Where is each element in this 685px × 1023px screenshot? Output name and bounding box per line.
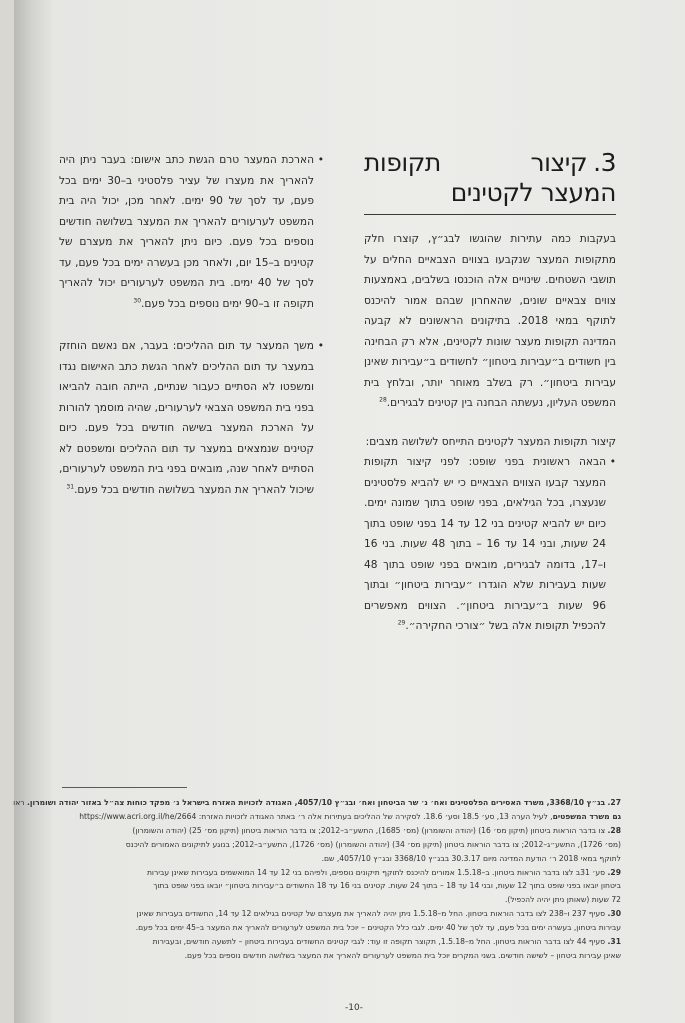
footnote-text: 72 שעות (שאותן ניתן יהיה להכפיל).	[504, 895, 621, 905]
footnote-citation: בג״ץ 3368/10, משרד האסירים הפלסטינים ואח׳ נ׳ שר הביטחון ואח׳ ובג״ץ 4057/10, האגודה לזכויות האזרח בישראל נ׳ מפקד כוחות צה״ל באזור יהודה ושומרון.	[27, 798, 606, 807]
footnote-text: עבירות ביטחון, בעשרה ימים בכל פעם, עד לסך של 40 ימים. לגבי כלל הקטינים – יוכל בית המשפט לערעורים להאריך את המעצר ב–45 ימים בכל פעם.	[135, 923, 621, 933]
left-column	[59, 150, 324, 522]
footnote-mark: 29	[397, 619, 406, 627]
footnote-text: סעיף 237 ו–238 לצו בדבר הוראות ביטחון. החל מ–1.5.18 ניתן יהיה להאריך את מעצרם של קטינים בגילאים 12 עד 14, החשודים בעבירות שאינן	[136, 909, 606, 919]
footnote-mark: 30	[133, 296, 142, 304]
footnote-line	[56, 810, 621, 823]
footnote-divider	[62, 787, 187, 788]
footnote-text: ביטחון יובאו בפני שופט בתוך 12 שעות, ובני 14 עד 18 – בתוך 24 שעות. קטינים בני 16 עד 18 החשודים ב״עבירות ביטחון״ יובאו בפני שופט בתוך	[153, 881, 621, 891]
footnote-line	[56, 838, 621, 851]
footnotes	[13, 796, 621, 963]
states-paragraph: קיצור תקופות המעצר לקטינים התייחס לשלושה מצבים:	[365, 435, 616, 448]
footnote-line	[56, 852, 621, 865]
bullet-list-right	[364, 452, 616, 637]
footnote-mark: 28	[379, 396, 387, 404]
footnote-text: (מס׳ 1726), התשע״ג–2012; צו בדבר הוראות ביטחון (תיקון מס׳ 34) (יהודה והשומרון) (מס׳ 1726), התשע״ב–2012; בנוגע לתיקונים האמורים להיכנס	[125, 839, 621, 849]
footnote-text: לתוקף במאי 2018 ר׳ הודעת המדינה מיום 30.3.17 בבג״ץ 3368/10 ובג״ץ 4057/10, שם.	[321, 853, 621, 863]
footnote-line	[56, 949, 621, 962]
bullet-first-hearing: • הבאה ראשונית בפני שופט: לפני קיצור תקופות המעצר קבעו הצווים הצבאיים כי יש להביא פלסטינים שנעצרו, בכל הגילאים, בפני שופט בתוך שמונה ימים. כיום יש להביא קטינים בני 12 עד 14 בפני שופט בתוך 24 שעות, ובני 14 עד 16 – בתוך 48 שעות. בני 16 ו–17, בדומה לבגירים, מובאים בפני שופט בתוך 48 שעות בעבירות שלא הוגדרו ״עבירות ביטחון״ ובתוך 96 שעות ב״עבירות ביטחון״. הצווים מאפשרים להכפיל תקופות אלה בשל ״צורכי החקירה״.$^{29}$	[364, 456, 616, 632]
bullet-pre-indictment: • הארכת המעצר טרם הגשת כתב אישום: בעבר ניתן היה להאריך את מעצרו של עציר פלסטיני ב–30 ימים בכל פעם, עד לסך של 90 ימים. לאחר מכן, יכול היה בית המשפט לערעורים להאריך את המעצר בשלושה חודשים נוספים בכל פעם. כיום ניתן להאריך את מעצרם של קטינים ב–15 יום, ולאחר מכן בעשרה ימים בכל פעם, עד לסך של 40 ימים. בית המשפט לערעורים יכול להאריך תקופה זו ב–90 ימים נוספים בכל פעם.$^{30}$	[59, 154, 324, 310]
footnote-line	[56, 893, 621, 906]
footnote-text: ראו	[13, 798, 27, 807]
footnote-line	[13, 796, 621, 809]
right-column	[364, 148, 616, 637]
bullet-list-left	[59, 150, 324, 500]
footnote-line	[56, 824, 621, 837]
footnote-line	[56, 907, 621, 920]
footnote-text: שאינן עבירות ביטחון – לשישה חודשים. בשני המקרים יוכל בית המשפט לערעורים להאריך את המעצר בשלושה חודשים נוספים בכל פעם.	[184, 950, 621, 960]
footnote-line	[56, 935, 621, 948]
footnote-line	[56, 866, 621, 879]
section-heading: 3.קיצור תקופות המעצר לקטינים	[364, 148, 616, 215]
footnote-number: 28.	[607, 825, 621, 835]
footnote-text: סעיף 44 לצו בדבר הוראות ביטחון. החל מ–1.5.18, תקוצר תקופה זו עוד: לגבי קטינים החשודים בעבירות ביטחון – לתשעה חודשים, ובעבירות	[152, 937, 606, 947]
bullet-until-end-of-proceedings: • משך המעצר עד תום ההליכים: בעבר, אם נאשם הוחזק במעצר עד תום ההליכים לאחר הגשת כתב האישום נגדו ומשפטו לא הסתיים כעבור שנתיים, הייתה חובה להביאו בפני בית המשפט הצבאי לערעורים, שהיה מוסמך להורות על הארכת המעצר בשישה חודשים בכל פעם. כיום קטינים שנמצאים במעצר עד תום ההליכים ומשפטם לא הסתיים לאחר שנה, מובאים בפני בית המשפט לערעורים, שיכול להאריך את המעצר בשלושה חודשים בכל פעם.$^{31}$	[59, 340, 324, 496]
footnote-citation: גם משרד המשפטים	[552, 811, 621, 821]
footnote-line	[56, 921, 621, 934]
page-number: -10-	[345, 1003, 363, 1013]
footnote-text: , לעיל הערה 13, סע׳ 18.5 וסע׳ 18.6. לסקירה של ההליכים בעתירות אלה ר׳ באתר האגודה לזכויות האזרח: https://www.acri.org.il/he/2664	[79, 811, 553, 821]
footnote-mark: 31	[66, 482, 75, 490]
footnote-number: 29.	[607, 867, 621, 877]
intro-paragraph: בעקבות כמה עתירות שהוגשו לבג״ץ, קוצרו חלק מתקופות המעצר שנקבעו בצווים הצבאיים החלים על תושבי השטחים. שינויים אלה הוכנסו בשלבים, באמצעות צווים צבאיים שונים, שהאחרון שבהם אמור להיכנס לתוקף במאי 2018. בתיקונים הראשונים לא קבעה המדינה תקופות מעצר שונות לקטינים, אלא רק הבחינה בין חשודים ב״עבירות ביטחון״ לחשודים ב״עבירות שאינן עבירות ביטחון״. רק בשלב מאוחר יותר, ובלחץ בית המשפט העליון, נעשתה הבחנה בין קטינים לבגירים.$^{28}$	[364, 233, 616, 409]
page	[14, 0, 685, 1023]
footnote-number: 30.	[607, 909, 621, 919]
footnote-number: 31.	[607, 937, 621, 947]
footnote-text: צו בדבר הוראות ביטחון (תיקון מס׳ 16) (יהודה והשומרון) (מס׳ 1685), התשע״ב–2012; צו בדבר הוראות ביטחון (תיקון מס׳ 25) (יהודה והשומרון)	[132, 825, 606, 835]
footnote-text: סע׳ 31ב לצו בדבר הוראות ביטחון. ב–1.5.18 אמורים להיכנס לתוקף תיקונים נוספים, ולפיהם בני 12 עד 14 המואשמים בעבירות שאינן עבירות	[146, 867, 606, 877]
footnote-number: 27.	[607, 798, 621, 807]
footnote-line	[56, 879, 621, 892]
